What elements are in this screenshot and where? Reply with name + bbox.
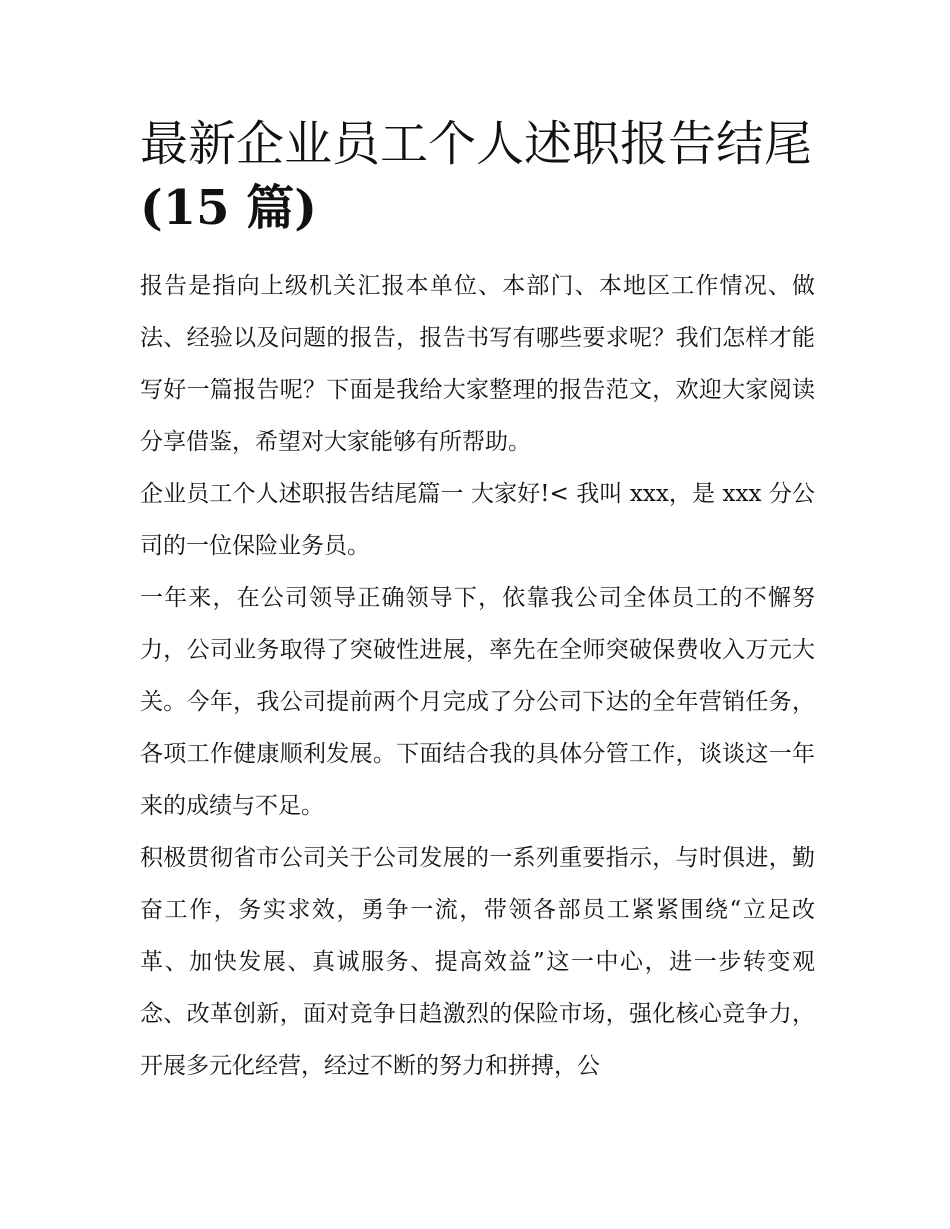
paragraph-policy: 积极贯彻省市公司关于公司发展的一系列重要指示，与时俱进，勤奋工作，务实求效，勇争一流，带领各部员工紧紧围绕“立足改革、加快发展、真诚服务、提高效益”这一中心，进一步转变观念、改革创新，面对竞争日趋激烈的保险市场，强化核心竞争力，开展多元化经营，经过不断的努力和拼搏，公	[140, 845, 815, 1079]
paragraph-greeting: 企业员工个人述职报告结尾篇一 大家好!< 我叫 xxx，是 xxx 分公司的一位保险业务员。	[140, 481, 815, 559]
paragraph-intro: 报告是指向上级机关汇报本单位、本部门、本地区工作情况、做法、经验以及问题的报告，报告书写有哪些要求呢？我们怎样才能写好一篇报告呢？下面是我给大家整理的报告范文，欢迎大家阅读分享借鉴，希望对大家能够有所帮助。	[140, 273, 815, 455]
paragraph-achievements: 一年来，在公司领导正确领导下，依靠我公司全体员工的不懈努力，公司业务取得了突破性进展，率先在全师突破保费收入万元大关。今年，我公司提前两个月完成了分公司下达的全年营销任务，各项工作健康顺利发展。下面结合我的具体分管工作，谈谈这一年来的成绩与不足。	[140, 585, 815, 819]
title-main: 最新企业员工个人述职报告结尾	[140, 116, 813, 172]
title-count: (15 篇)	[140, 180, 317, 236]
document-body	[140, 112, 815, 1092]
document-title	[140, 112, 815, 240]
